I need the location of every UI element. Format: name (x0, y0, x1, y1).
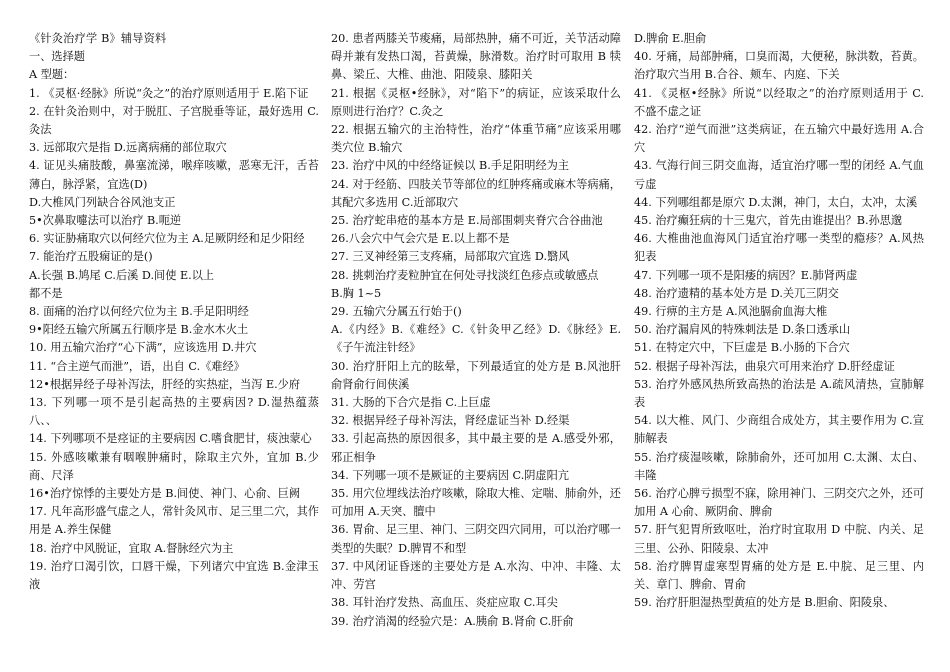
question-item: 58. 治疗脾胃虚寒型胃痛的处方是 E.中脘、足三里、内关、章门、脾俞、胃俞 (634, 559, 924, 592)
question-item: 46. 大椎曲池血海风门适宜治疗哪一类型的瘾疹？A.风热犯表 (634, 232, 924, 264)
question-item: 54. 以大椎、风门、少商组合成处方，其主要作用为 C.宣肺解表 (634, 414, 924, 446)
question-item: 52. 根据子母补泻法，曲泉穴可用来治疗 D.肝经虚证 (634, 359, 895, 373)
question-item: 29. 五输穴分属五行始于() (331, 305, 462, 319)
question-item: 6. 实证胁痛取穴以何经穴位为主 A.足厥阴经和足少阳经 (29, 232, 305, 246)
column-1 (29, 30, 319, 594)
question-item: 28. 挑刺治疗麦粒肿宜在何处寻找淡红色疹点或敏感点 (331, 268, 599, 282)
question-item: 27. 三叉神经第三支疼痛，局部取穴宜选 D.翳风 (331, 250, 570, 264)
question-item: 9•阳经五输穴所属五行顺序是 B.金水木火土 (29, 323, 249, 337)
question-item: 5•次鼻取嚏法可以治疗 B.呃逆 (29, 214, 182, 228)
question-list-column-3 (634, 30, 924, 613)
question-item: 21. 根据《灵枢•经脉》，对“陷下”的病证，应该采取什么原则进行治疗？C.灸之 (331, 86, 621, 118)
question-item: 23. 治疗中风的中经络证候以 B.手足阳明经为主 (331, 159, 570, 173)
question-item: 51. 在特定穴中，下巨虚是 B.小肠的下合穴 (634, 341, 850, 355)
question-item: D.大椎风门列缺合谷风池支正 (29, 195, 176, 209)
question-item: 14. 下列哪项不是痉证的主要病因 C.嗜食肥甘，痰浊蒙心 (29, 432, 312, 446)
section-heading: 一、选择题 (29, 50, 85, 64)
question-item: 43. 气海行间三阴交血海，适宜治疗哪一型的闭经 A.气血亏虚 (634, 159, 924, 191)
question-item: 24. 对于经筋、四肢关节等部位的红肿疼痛或麻木等病痛，其配穴多选用 C.近部取穴 (331, 177, 621, 209)
question-item: 56. 治疗心脾亏损型不寐，除用神门、三阴交穴之外，还可加用 A 心俞、厥阴俞、脾俞 (634, 487, 924, 519)
question-item: 47. 下列哪一项不是阳痿的病因？E.肺肾两虚 (634, 268, 858, 282)
column-3 (634, 30, 924, 613)
question-list-column-2 (331, 30, 621, 631)
question-item: 12•根据异经子母补泻法，肝经的实热症，当泻 E.少府 (29, 377, 301, 391)
question-item: 35. 用穴位埋线法治疗咳嗽，除取大椎、定喘、肺俞外，还可加用 A.天突、膻中 (331, 487, 621, 519)
question-item: 36. 胃俞、足三里、神门、三阴交四穴同用，可以治疗哪一类型的失眠？D.脾胃不和型 (331, 523, 621, 555)
question-item: 7. 能治疗五股痫证的是() (29, 250, 153, 264)
question-item: D.脾俞 E.胆俞 (634, 32, 707, 45)
question-item: 48. 治疗遗精的基本处方是 D.关兀三阴交 (634, 286, 839, 300)
question-item: 19. 治疗口渴引饮，口唇干燥，下列诸穴中宜选 B.金津玉液 (29, 559, 319, 592)
question-item: 33. 引起高热的原因很多，其中最主要的是 A.感受外邪，邪正相争 (331, 432, 621, 464)
question-item: 39. 治疗消渴的经验穴是：A.胰俞 B.肾俞 C.肝俞 (331, 614, 574, 628)
question-item: 15. 外感咳嗽兼有咽喉肿痛时，除取主穴外，宜加 B.少商、尺泽 (29, 450, 319, 482)
question-item: 26.八会穴中气会穴是 E.以上都不是 (331, 232, 510, 246)
question-item: 4. 证见头痛肢酸，鼻塞流涕，喉痒咳嗽，恶寒无汗，舌苔薄白，脉浮紧，宜选(D) (29, 159, 319, 191)
question-item: 8. 面痛的治疗以何经穴位为主 B.手足阳明经 (29, 305, 249, 319)
question-item: 57. 肝气犯胃所致呕吐，治疗时宜取用 D 中脘、内关、足三里、公孙、阳陵泉、太冲 (634, 523, 924, 555)
question-item: 都不是 (29, 286, 63, 300)
question-item: A.《内经》B.《难经》C.《针灸甲乙经》D.《脉经》E.《子午流注针经》 (331, 323, 621, 355)
question-item: 42. 治疗“逆气而泄”这类病证，在五输穴中最好选用 A.合穴 (634, 123, 924, 155)
question-list-column-1 (29, 85, 319, 595)
question-item: 37. 中风闭证昏迷的主要处方是 A.水沟、中冲、丰隆、太冲、劳宫 (331, 559, 621, 592)
question-item: B.胸 1~5 (331, 286, 382, 300)
question-item: 30. 治疗肝阳上亢的眩晕，下列最适宜的处方是 B.风池肝俞肾俞行间侠溪 (331, 359, 621, 391)
question-item: 41. 《灵枢•经脉》所说“以经取之”的治疗原则适用于 C. 不盛不虚之证 (634, 86, 924, 118)
question-item: 45. 治疗癫狂病的十三鬼穴，首先由谁提出？B.孙思邈 (634, 214, 903, 228)
question-item: 1. 《灵枢·经脉》所说“灸之”的治疗原则适用于 E.陷下证 (29, 86, 309, 100)
question-item: 13. 下列哪一项不是引起高热的主要病因? D.湿热蕴蒸八、、 (29, 396, 319, 428)
question-type-label: A 型题： (29, 68, 75, 82)
question-item: 53. 治疗外感风热所致高热的治法是 A.疏风清热，宣肺解表 (634, 377, 924, 410)
question-item: 17. 凡年高形盛气虚之人，常针灸风市、足三里二穴，其作用是 A.养生保健 (29, 505, 319, 537)
question-item: 49. 行痹的主方是 A.风池膈俞血海大椎 (634, 305, 828, 319)
question-item: 16•治疗惊悸的主要处方是 B.间使、神门、心俞、巨阙 (29, 487, 301, 501)
question-item: 22. 根据五输穴的主治特性，治疗“体重节痛”应该采用哪类穴位 B.输穴 (331, 123, 621, 155)
question-item: 50. 治疗漏肩风的特殊刺法是 D.条口透承山 (634, 323, 851, 337)
question-item: 25. 治疗蛇串疮的基本方是 E.局部围刺夹脊穴合谷曲池 (331, 214, 603, 228)
question-item: A.长强 B.鸠尾 C.后溪 D.间使 E.以上 (29, 268, 215, 282)
question-item: 11. “合主逆气而泄”，语，出自 C.《难经》 (29, 359, 245, 373)
question-item: 10. 用五输穴治疗“心下满”，应该选用 D.井穴 (29, 341, 257, 355)
question-item: 20. 患者两膝关节痠痛，局部热肿，痛不可近，关节活动障碍并兼有发热口渴，苔黄燥，脉滑数。治疗时可取用 B 犊鼻、梁丘、大椎、曲池、阳陵泉、膝阳关 (331, 32, 621, 82)
question-item: 3. 远部取穴是指 D.远离病痛的部位取穴 (29, 141, 227, 155)
question-item: 2. 在针灸治则中，对于脱肛、子宫脱垂等证，最好选用 C.灸法 (29, 104, 319, 137)
document-title: 《针灸治疗学 B》辅导资料 (29, 32, 167, 45)
question-item: 40. 牙痛，局部肿痛，口臭而渴，大便秘，脉洪数，苔黄。治疗取穴当用 B.合谷、颊车、内庭、下关 (634, 50, 924, 82)
question-item: 55. 治疗痰湿咳嗽，除肺俞外，还可加用 C.太渊、太白、丰隆 (634, 450, 924, 482)
question-item: 44. 下列哪组都是原穴 D.太渊，神门，太白，太冲，太溪 (634, 195, 918, 209)
question-item: 31. 大肠的下合穴是指 C.上巨虚 (331, 396, 491, 410)
question-item: 34. 下列哪一项不是厥证的主要病因 C.阴虚阳亢 (331, 468, 569, 482)
question-item: 38. 耳针治疗发热、高血压、炎症应取 C.耳尖 (331, 596, 558, 610)
question-item: 59. 治疗肝胆湿热型黄疸的处方是 B.胆俞、阳陵泉、 (634, 596, 895, 610)
question-item: 18. 治疗中风脱证，宜取 A.督脉经穴为主 (29, 541, 234, 555)
question-item: 32. 根据异经子母补泻法，肾经虚证当补 D.经渠 (331, 414, 570, 428)
column-2 (331, 30, 621, 631)
